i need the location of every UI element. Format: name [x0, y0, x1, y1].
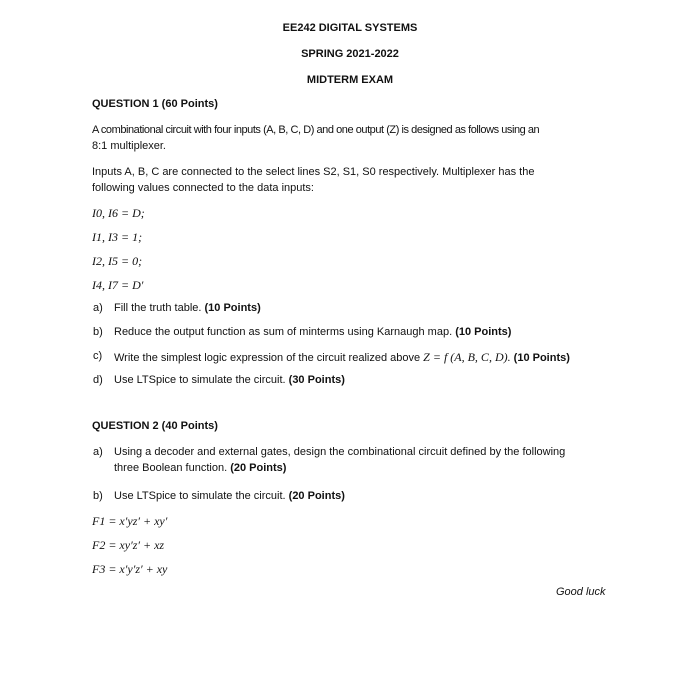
q1-item-c-letter: c)	[93, 350, 103, 362]
data-input-equation-4: I4, I7 = D′	[92, 278, 144, 292]
q1-item-b-letter: b)	[93, 326, 103, 338]
data-input-equation-3: I2, I5 = 0;	[92, 254, 143, 268]
question-1-intro-line-2: 8:1 multiplexer.	[92, 140, 166, 152]
semester-title: SPRING 2021-2022	[301, 48, 399, 60]
question-2-title: QUESTION 2 (40 Points)	[92, 420, 218, 432]
data-input-equation-1: I0, I6 = D;	[92, 206, 145, 220]
q1-item-b	[114, 326, 511, 338]
q2-item-b-text: Use LTSpice to simulate the circuit.	[114, 490, 289, 502]
q2-item-b	[114, 490, 345, 502]
data-input-equation-2: I1, I3 = 1;	[92, 230, 143, 244]
q1-item-a-letter: a)	[93, 302, 103, 314]
q1-item-d-points: (30 Points)	[288, 374, 345, 386]
course-title: EE242 DIGITAL SYSTEMS	[282, 22, 418, 34]
question-1-inputs-line-1: Inputs A, B, C are connected to the select lines S2, S1, S0 respectively. Multiplexer has the	[92, 166, 535, 178]
question-1-title: QUESTION 1 (60 Points)	[92, 98, 218, 110]
q1-item-c-text: Write the simplest logic expression of the circuit realized above	[114, 352, 424, 364]
q1-item-d-letter: d)	[93, 374, 103, 386]
closing-note: Good luck	[556, 586, 606, 598]
q1-item-c-expression: Z = f (A, B, C, D).	[423, 350, 511, 364]
q1-item-b-points: (10 Points)	[455, 326, 512, 338]
q2-item-b-letter: b)	[93, 490, 103, 502]
boolean-function-f2: F2 = xy′z′ + xz	[92, 538, 165, 552]
q2-item-a-letter: a)	[93, 446, 103, 458]
q1-item-d-text: Use LTSpice to simulate the circuit.	[114, 374, 289, 386]
q2-item-a-points: (20 Points)	[230, 462, 287, 474]
exam-title: MIDTERM EXAM	[306, 74, 394, 86]
q1-item-c	[114, 350, 570, 365]
q1-item-a-text: Fill the truth table.	[114, 302, 205, 314]
q1-item-a	[114, 302, 261, 314]
q1-item-a-points: (10 Points)	[204, 302, 261, 314]
q1-item-b-text: Reduce the output function as sum of minterms using Karnaugh map.	[114, 326, 456, 338]
q2-item-a-line-1: Using a decoder and external gates, design the combinational circuit defined by the following	[114, 446, 566, 458]
q1-item-c-points: (10 Points)	[510, 352, 570, 364]
boolean-function-f1: F1 = x′yz′ + xy′	[92, 514, 168, 528]
question-1-inputs-line-2: following values connected to the data inputs:	[92, 182, 314, 194]
question-1-intro-line-1: A combinational circuit with four inputs (A, B, C, D) and one output (Z) is designed as follows using an	[92, 124, 540, 136]
q2-item-b-points: (20 Points)	[288, 490, 345, 502]
boolean-function-f3: F3 = x′y′z′ + xy	[92, 562, 168, 576]
q2-item-a-line-2	[114, 462, 286, 474]
q1-item-d	[114, 374, 345, 386]
q2-item-a-text: three Boolean function.	[114, 462, 231, 474]
